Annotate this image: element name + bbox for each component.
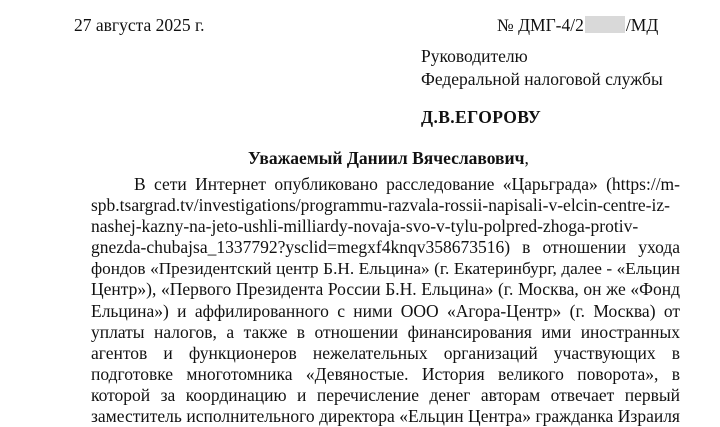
body-line: фондов «Президентский центр Б.Н. Ельцина» (г. Екатеринбург, далее - «Ельцин	[91, 259, 680, 279]
body-line: которой за координацию и перечисление денег авторам отвечает первый	[91, 384, 680, 405]
body-line: заместитель исполнительного директора «Ельцин Центра» гражданка Израиля	[91, 406, 680, 427]
letter-body	[91, 174, 680, 427]
body-line: nashej-kazny-na-jeto-ushli-milliardy-novaja-svo-v-tylu-polpred-zhoga-protiv-	[91, 216, 639, 237]
recipient-name: Д.В.ЕГОРОВУ	[421, 107, 542, 127]
redaction-block	[585, 16, 625, 33]
addressee-organization: Федеральной налоговой службы	[421, 68, 663, 89]
body-line: агентов и функционеров нежелательных организаций участвующих в	[91, 342, 680, 363]
body-line: В сети Интернет опубликовано расследование «Царьграда» (https://m-	[134, 174, 680, 194]
document-number	[497, 15, 658, 36]
addressee-title: Руководителю	[421, 46, 528, 66]
salutation	[248, 148, 529, 169]
document-number-suffix: /МД	[625, 15, 659, 35]
salutation-text: Уважаемый Даниил Вячеславович	[248, 148, 525, 168]
body-line: уплаты налогов, а также в отношении финансирования ими иностранных	[91, 321, 680, 342]
body-line: gnezda-chubajsa_1337792?ysclid=megxf4knqv358673516) в отношении ухода	[91, 237, 680, 258]
body-line: spb.tsargrad.tv/investigations/programmu-razvala-rossii-napisali-v-elcin-centre-iz-	[91, 195, 670, 216]
body-line: Центр»), «Первого Президента России Б.Н. Ельцина» (г. Москва, он же «Фонд	[91, 279, 680, 300]
body-line: подготовке многотомника «Девяностые. История великого поворота», в	[91, 363, 680, 384]
addressee-block	[421, 45, 663, 90]
document-number-prefix: № ДМГ-4/2	[497, 15, 584, 35]
body-line: Ельцина») и аффилированного с ними ООО «Агора-Центр» (г. Москва) от	[91, 300, 680, 321]
salutation-punctuation: ,	[524, 148, 529, 168]
letter-date: 27 августа 2025 г.	[74, 15, 205, 35]
